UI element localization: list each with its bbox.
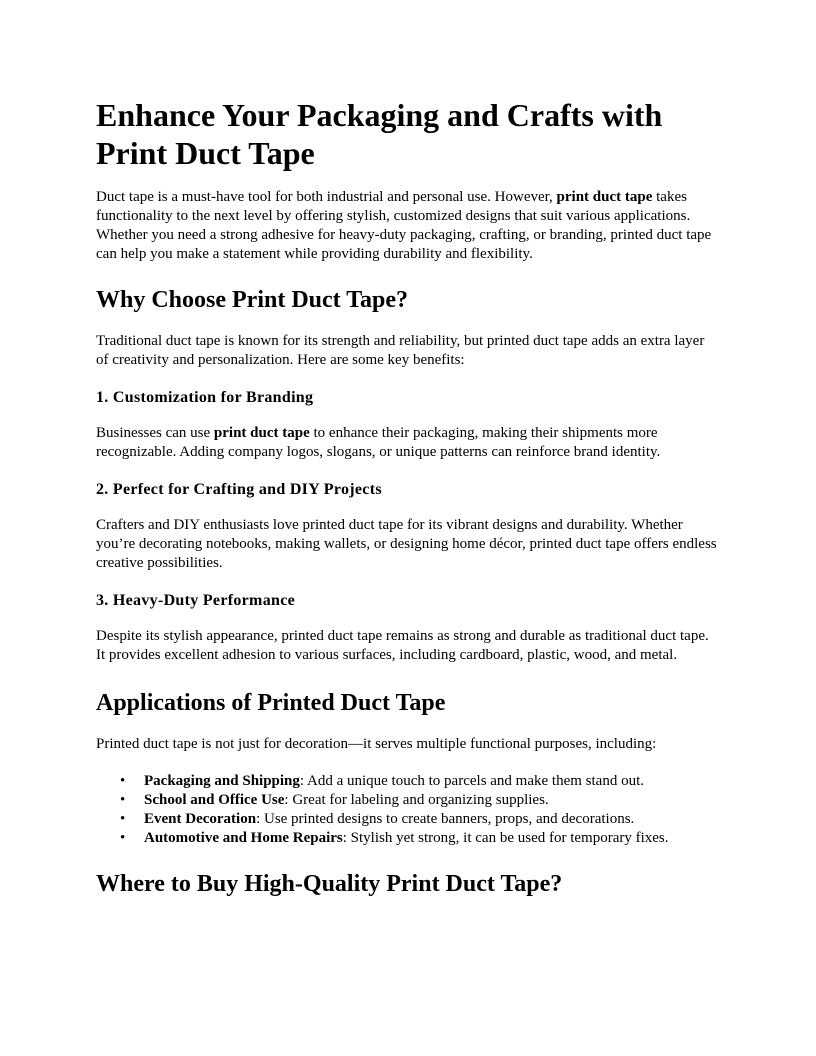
page-title: Enhance Your Packaging and Crafts with Print Duct Tape xyxy=(96,97,663,171)
intro-paragraph xyxy=(96,188,720,264)
bullet-icon: • xyxy=(120,830,126,846)
list-item xyxy=(120,810,720,829)
list-item xyxy=(120,829,720,848)
benefit-1-heading: 1. Customization for Branding xyxy=(96,389,314,406)
bullet-icon: • xyxy=(120,773,126,789)
list-item-label: Event Decoration xyxy=(144,811,257,827)
intro-text-start: Duct tape is a must-have tool for both industrial and personal use. However, xyxy=(96,189,557,205)
benefit-1-text-start: Businesses can use xyxy=(96,425,214,441)
benefit-1-keyword: print duct tape xyxy=(213,425,310,441)
applications-heading: Applications of Printed Duct Tape xyxy=(96,690,446,716)
list-item-label: Automotive and Home Repairs xyxy=(144,830,343,846)
bullet-icon: • xyxy=(120,792,126,808)
benefit-1-text xyxy=(96,424,720,462)
list-item xyxy=(120,791,720,810)
applications-list xyxy=(96,772,720,848)
benefit-3-text: Despite its stylish appearance, printed duct tape remains as strong and durable as traditional duct tape. It provides excellent adhesion to various surfaces, including cardboard, plastic, wood, and metal. xyxy=(96,628,709,663)
benefit-2-text: Crafters and DIY enthusiasts love printed duct tape for its vibrant designs and durability. Whether you’re decorating notebooks, making wallets, or designing home décor, printed duct tape offers endless creative possibilities. xyxy=(96,517,717,571)
list-item-text: : Add a unique touch to parcels and make them stand out. xyxy=(299,773,644,789)
list-item-text: : Great for labeling and organizing supplies. xyxy=(284,792,549,808)
intro-keyword: print duct tape xyxy=(556,189,653,205)
document-content xyxy=(96,96,720,916)
why-intro: Traditional duct tape is known for its strength and reliability, but printed duct tape adds an extra layer of creativity and personalization. Here are some key benefits: xyxy=(96,333,705,368)
benefit-2-heading: 2. Perfect for Crafting and DIY Projects xyxy=(96,481,382,498)
list-item xyxy=(120,772,720,791)
benefit-3-heading: 3. Heavy-Duty Performance xyxy=(96,592,295,609)
list-item-text: : Stylish yet strong, it can be used for temporary fixes. xyxy=(342,830,669,846)
list-item-label: Packaging and Shipping xyxy=(144,773,300,789)
why-heading: Why Choose Print Duct Tape? xyxy=(96,287,409,313)
bullet-icon: • xyxy=(120,811,126,827)
list-item-label: School and Office Use xyxy=(144,792,285,808)
benefit-1-text-end: to enhance their packaging, making their shipments more recognizable. Adding company logos, slogans, or unique patterns can reinforce brand identity. xyxy=(96,425,661,460)
list-item-text: : Use printed designs to create banners, props, and decorations. xyxy=(256,811,635,827)
applications-intro: Printed duct tape is not just for decoration—it serves multiple functional purposes, including: xyxy=(96,736,657,752)
where-heading: Where to Buy High-Quality Print Duct Tape? xyxy=(96,871,563,897)
intro-text-end: takes functionality to the next level by offering stylish, customized designs that suit various applications. Whether you need a strong adhesive for heavy-duty packaging, crafting, or branding, printed duct tape can help you make a statement while providing durability and flexibility. xyxy=(96,189,712,262)
